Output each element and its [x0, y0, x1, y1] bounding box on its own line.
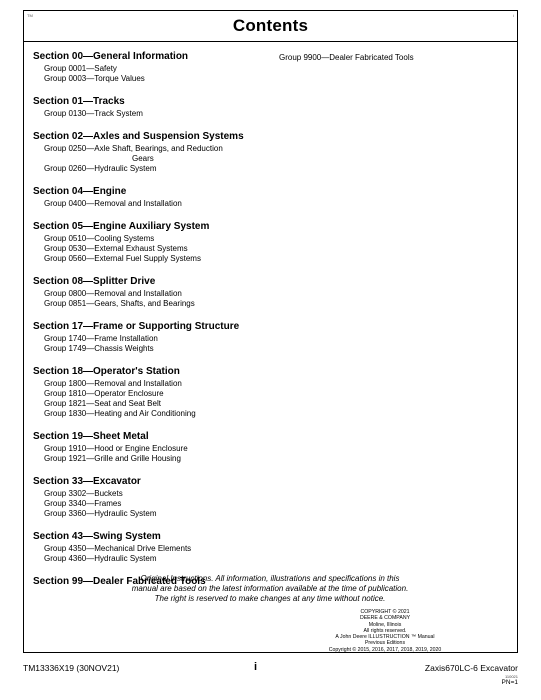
section-title[interactable]: Section 01—Tracks: [33, 96, 125, 107]
copyright-line: Previous Editions: [364, 640, 406, 647]
group-item[interactable]: Group 1800—Removal and Installation: [44, 379, 182, 388]
copyright-line: All rights reserved.: [363, 627, 407, 634]
model-name: Zaxis670LC-6 Excavator: [424, 663, 518, 673]
group-item[interactable]: Group 1749—Chassis Weights: [44, 344, 154, 353]
doc-id: TM13336X19 (30NOV21): [23, 663, 120, 673]
section-title[interactable]: Section 19—Sheet Metal: [33, 431, 149, 442]
section-18: [33, 366, 278, 419]
page-footer: [0, 659, 541, 699]
contents-left-column: [33, 51, 278, 600]
section-title[interactable]: Section 08—Splitter Drive: [33, 276, 156, 287]
page-title: Contents: [232, 16, 309, 35]
section-title[interactable]: Section 02—Axles and Suspension Systems: [33, 131, 244, 142]
group-item[interactable]: Group 0260—Hydraulic System: [44, 164, 157, 173]
group-item[interactable]: Group 9900—Dealer Fabricated Tools: [279, 53, 414, 62]
group-item-continuation[interactable]: Gears: [132, 154, 154, 163]
section-00: [33, 51, 278, 84]
section-title[interactable]: Section 00—General Information: [33, 51, 189, 62]
group-item[interactable]: Group 4350—Mechanical Drive Elements: [44, 544, 192, 553]
copyright-line: DEERE & COMPANY: [359, 615, 411, 622]
group-item[interactable]: Group 0800—Removal and Installation: [44, 289, 182, 298]
pn-label: PN=1: [501, 679, 518, 686]
copyright-block: [300, 609, 470, 653]
section-17: [33, 321, 278, 354]
section-title[interactable]: Section 18—Operator's Station: [33, 366, 180, 377]
notice-line: Original Instructions. All information, illustrations and specifications in this: [140, 574, 400, 583]
copyright-line: Copyright © 2015, 2016, 2017, 2018, 2019, 2020: [328, 646, 442, 653]
section-title[interactable]: Section 99—Dealer Fabricated Tools: [33, 576, 206, 587]
group-item[interactable]: Group 0250—Axle Shaft, Bearings, and Reduction: [44, 144, 223, 153]
title-bar: [24, 11, 517, 42]
section-title[interactable]: Section 05—Engine Auxiliary System: [33, 221, 210, 232]
section-title[interactable]: Section 33—Excavator: [33, 476, 141, 487]
corner-mark-left: TM: [27, 13, 33, 18]
group-item[interactable]: Group 0510—Cooling Systems: [44, 234, 155, 243]
group-item[interactable]: Group 0530—External Exhaust Systems: [44, 244, 188, 253]
copyright-line: COPYRIGHT © 2021: [360, 609, 410, 615]
group-item[interactable]: Group 1810—Operator Enclosure: [44, 389, 164, 398]
section-05: [33, 221, 278, 264]
group-item[interactable]: Group 0400—Removal and Installation: [44, 199, 182, 208]
group-item[interactable]: Group 0003—Torque Values: [44, 74, 145, 83]
section-02: [33, 131, 278, 174]
notice-line: manual are based on the latest information available at the time of publication.: [131, 584, 409, 593]
group-item[interactable]: Group 1910—Hood or Engine Enclosure: [44, 444, 188, 453]
group-item[interactable]: Group 0001—Safety: [44, 64, 117, 73]
section-19: [33, 431, 278, 464]
contents-right-column: [279, 51, 509, 64]
copyright-line: A John Deere ILLUSTRUCTION ™ Manual: [335, 634, 435, 641]
group-item[interactable]: Group 1821—Seat and Seat Belt: [44, 399, 161, 408]
section-title[interactable]: Section 17—Frame or Supporting Structure: [33, 321, 240, 332]
group-item[interactable]: Group 3302—Buckets: [44, 489, 123, 498]
section-title[interactable]: Section 04—Engine: [33, 186, 127, 197]
section-title[interactable]: Section 43—Swing System: [33, 531, 161, 542]
page-frame: [23, 10, 518, 653]
group-item[interactable]: Group 1921—Grille and Grille Housing: [44, 454, 181, 463]
page-number: i: [254, 661, 258, 673]
legal-notice: [60, 574, 480, 604]
group-item[interactable]: Group 3360—Hydraulic System: [44, 509, 157, 518]
group-item[interactable]: Group 4360—Hydraulic System: [44, 554, 157, 563]
corner-mark-right: i: [513, 13, 514, 18]
footer-code: 110021: [504, 674, 518, 679]
section-01: [33, 96, 278, 119]
group-item[interactable]: Group 1740—Frame Installation: [44, 334, 158, 343]
group-item[interactable]: Group 0851—Gears, Shafts, and Bearings: [44, 299, 195, 308]
group-item[interactable]: Group 0560—External Fuel Supply Systems: [44, 254, 201, 263]
group-item[interactable]: Group 0130—Track System: [44, 109, 143, 118]
copyright-line: Moline, Illinois: [368, 621, 402, 628]
group-item[interactable]: Group 1830—Heating and Air Conditioning: [44, 409, 196, 418]
section-43: [33, 531, 278, 564]
section-08: [33, 276, 278, 309]
notice-line: The right is reserved to make changes at any time without notice.: [154, 594, 386, 603]
section-33: [33, 476, 278, 519]
section-04: [33, 186, 278, 209]
group-item[interactable]: Group 3340—Frames: [44, 499, 122, 508]
